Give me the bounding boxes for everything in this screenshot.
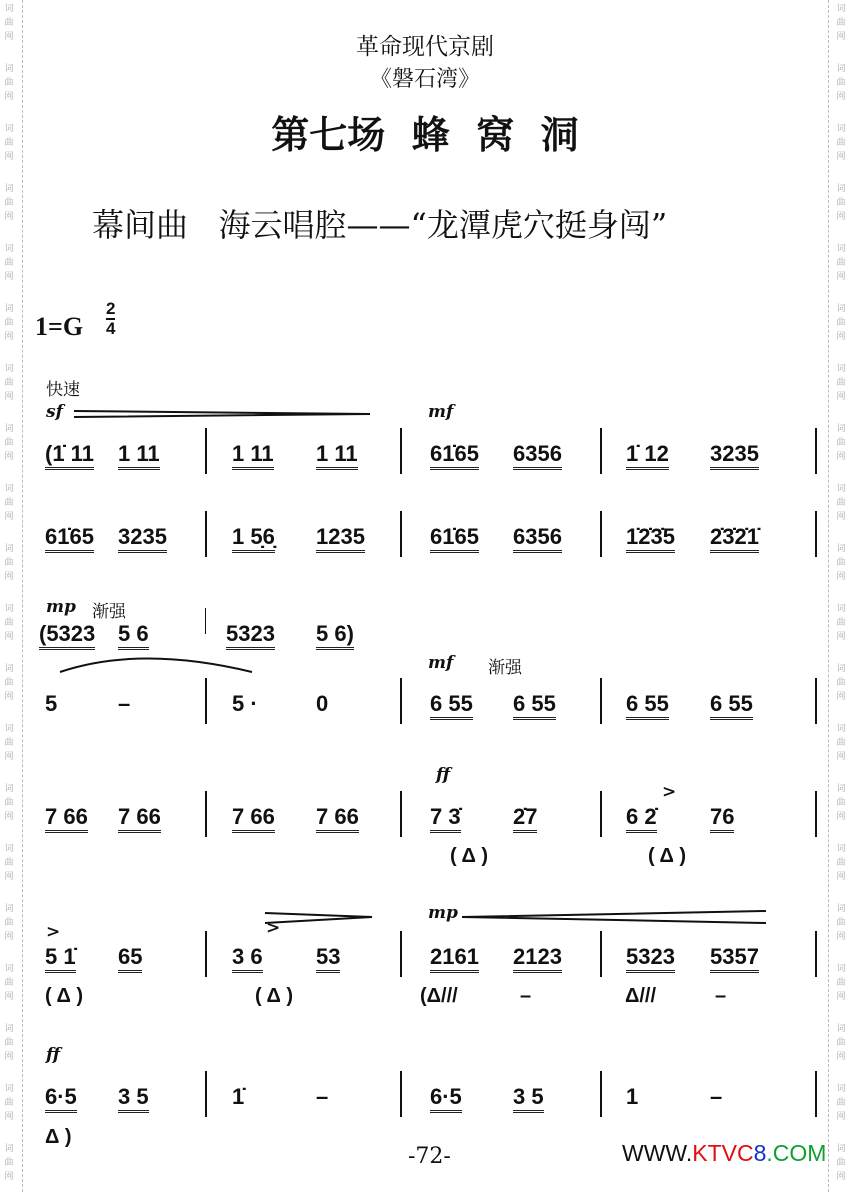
- note-group: 6 55: [513, 692, 556, 720]
- barline: [205, 1071, 207, 1117]
- note-group: 1235: [316, 525, 365, 553]
- barline: [600, 931, 602, 977]
- watermark-text: 词曲网: [836, 964, 846, 1002]
- note-group: 5 ·: [232, 691, 258, 716]
- watermark-text: 词曲网: [4, 304, 14, 342]
- barline: [205, 511, 207, 557]
- note-group: 7 66: [316, 805, 359, 833]
- watermark-text: 词曲网: [4, 184, 14, 222]
- note-group: 1̇2̇3̇5: [626, 525, 675, 553]
- percussion-mark: –: [520, 985, 532, 1007]
- barline: [600, 1071, 602, 1117]
- note-group: 3 5: [513, 1085, 544, 1113]
- site-logo: [622, 1140, 826, 1167]
- note-group: 1 11: [232, 442, 274, 470]
- right-margin-guide: [828, 0, 829, 1192]
- barline: [400, 931, 402, 977]
- barline: [400, 511, 402, 557]
- note-group: –: [316, 1084, 329, 1109]
- watermark-text: 词曲网: [4, 64, 14, 102]
- barline: [400, 678, 402, 724]
- logo-ktvc: KTVC: [692, 1140, 754, 1166]
- percussion-mark: ( Δ ): [255, 985, 294, 1007]
- note-group: 7 66: [45, 805, 88, 833]
- watermark-text: 词曲网: [836, 184, 846, 222]
- piece-subtitle: 幕间曲 海云唱腔——“龙潭虎穴挺身闯”: [92, 206, 668, 244]
- watermark-text: 词曲网: [836, 1024, 846, 1062]
- note-group: 6 55: [430, 692, 473, 720]
- expression-text: 渐强: [92, 602, 126, 622]
- note-group: 3235: [118, 525, 167, 553]
- percussion-mark: ( Δ ): [648, 845, 687, 867]
- watermark-text: 词曲网: [4, 724, 14, 762]
- time-sig-top: 2: [106, 299, 116, 318]
- barline: [815, 1071, 817, 1117]
- slur: [60, 659, 252, 673]
- note-group: 7 3̇: [430, 805, 461, 833]
- note-group: 2123: [513, 945, 562, 973]
- time-signature: [106, 300, 115, 338]
- note-group: 3 6: [232, 945, 263, 973]
- watermark-text: 词曲网: [4, 904, 14, 942]
- note-group: 61̇65: [430, 525, 479, 553]
- barline: [815, 791, 817, 837]
- expression-text: 快速: [46, 380, 80, 400]
- watermark-text: 词曲网: [836, 244, 846, 282]
- watermark-text: 词曲网: [836, 784, 846, 822]
- note-group: –: [710, 1084, 723, 1109]
- note-group: 6·5: [45, 1085, 77, 1113]
- dynamic-marking: mp: [428, 903, 458, 923]
- note-group: 2161: [430, 945, 479, 973]
- key-signature: 1=G: [35, 312, 84, 341]
- note-group: 7 66: [118, 805, 161, 833]
- note-group: 76: [710, 805, 734, 833]
- note-group: 5 6): [316, 622, 354, 650]
- note-group: 1: [626, 1084, 639, 1109]
- note-group: 5 1̇: [45, 945, 76, 973]
- barline: [205, 791, 207, 837]
- note-group: 5357: [710, 945, 759, 973]
- note-group: 2̇7: [513, 805, 537, 833]
- page-number: -72-: [408, 1144, 451, 1169]
- note-group: 65: [118, 945, 142, 973]
- barline: [205, 678, 207, 724]
- watermark-text: 词曲网: [4, 244, 14, 282]
- barline: [815, 428, 817, 474]
- barline: [815, 511, 817, 557]
- note-group: 0: [316, 691, 329, 716]
- crescendo-hairpin-1: [74, 411, 370, 417]
- watermark-text: 词曲网: [836, 424, 846, 462]
- note-group: 1 11: [118, 442, 160, 470]
- note-group: 5 6: [118, 622, 149, 650]
- note-group: 2̇3̇2̇1̇: [710, 525, 759, 553]
- watermark-text: 词曲网: [836, 484, 846, 522]
- barline: [400, 1071, 402, 1117]
- watermark-text: 词曲网: [836, 604, 846, 642]
- logo-com: .COM: [766, 1140, 827, 1166]
- watermark-text: 词曲网: [836, 844, 846, 882]
- dynamic-marking: sf: [46, 402, 63, 422]
- barline: [815, 931, 817, 977]
- dynamic-marking: mf: [428, 653, 454, 673]
- accent-mark: >: [662, 782, 677, 802]
- barline: [205, 428, 207, 474]
- note-group: 1̇: [232, 1084, 245, 1109]
- barline: [400, 428, 402, 474]
- dynamic-marking: ff: [436, 765, 451, 785]
- percussion-mark: (Δ///: [420, 985, 458, 1007]
- watermark-text: 词曲网: [4, 844, 14, 882]
- watermark-text: 词曲网: [836, 364, 846, 402]
- percussion-mark: Δ ): [45, 1126, 72, 1148]
- note-group: 5323: [226, 622, 275, 650]
- barline: [600, 428, 602, 474]
- watermark-text: 词曲网: [836, 664, 846, 702]
- watermark-text: 词曲网: [836, 4, 846, 42]
- watermark-text: 词曲网: [4, 424, 14, 462]
- watermark-text: 词曲网: [4, 124, 14, 162]
- note-group: 1 11: [316, 442, 358, 470]
- percussion-mark: ( Δ ): [450, 845, 489, 867]
- note-group: 6 55: [710, 692, 753, 720]
- opera-name: 《磐石湾》: [369, 67, 480, 92]
- barline: [205, 931, 207, 977]
- watermark-text: 词曲网: [4, 664, 14, 702]
- note-group: 3235: [710, 442, 759, 470]
- accent-mark: >: [46, 922, 61, 942]
- crescendo-hairpin-2: [462, 911, 766, 923]
- watermark-text: 词曲网: [4, 784, 14, 822]
- note-group: 3 5: [118, 1085, 149, 1113]
- note-group: 7 66: [232, 805, 275, 833]
- scene-title: 第七场 蜂 窝 洞: [271, 113, 579, 157]
- note-group: 53: [316, 945, 340, 973]
- logo-www: WWW.: [622, 1140, 693, 1166]
- watermark-text: 词曲网: [4, 364, 14, 402]
- dynamic-marking: ff: [46, 1045, 61, 1065]
- note-group: 6 2̇: [626, 805, 657, 833]
- watermark-text: 词曲网: [4, 484, 14, 522]
- watermark-text: 词曲网: [836, 544, 846, 582]
- watermark-text: 词曲网: [4, 544, 14, 582]
- barline: [205, 608, 206, 634]
- dynamic-marking: mp: [46, 597, 76, 617]
- note-group: 6·5: [430, 1085, 462, 1113]
- watermark-text: 词曲网: [4, 1084, 14, 1122]
- accent-mark: >: [266, 918, 281, 938]
- percussion-mark: Δ///: [625, 985, 657, 1007]
- barline: [600, 511, 602, 557]
- note-group: (1̇ 11: [45, 442, 94, 470]
- watermark-text: 词曲网: [836, 1144, 846, 1182]
- note-group: 1 5̣6̣: [232, 525, 275, 553]
- watermark-text: 词曲网: [4, 964, 14, 1002]
- note-group: 61̇65: [45, 525, 94, 553]
- watermark-text: 词曲网: [836, 304, 846, 342]
- note-group: 5323: [626, 945, 675, 973]
- note-group: (5323: [39, 622, 95, 650]
- percussion-mark: –: [715, 985, 727, 1007]
- watermark-text: 词曲网: [836, 904, 846, 942]
- note-group: 6356: [513, 442, 562, 470]
- watermark-text: 词曲网: [4, 1024, 14, 1062]
- barline: [600, 678, 602, 724]
- left-margin-guide: [22, 0, 23, 1192]
- opera-genre: 革命现代京剧: [356, 34, 494, 60]
- time-sig-bottom: 4: [106, 319, 116, 338]
- note-group: 1̇ 12: [626, 442, 669, 470]
- expression-text: 渐强: [488, 658, 522, 678]
- watermark-text: 词曲网: [4, 604, 14, 642]
- watermark-text: 词曲网: [836, 64, 846, 102]
- percussion-mark: ( Δ ): [45, 985, 84, 1007]
- note-group: 6356: [513, 525, 562, 553]
- barline: [400, 791, 402, 837]
- watermark-text: 词曲网: [836, 1084, 846, 1122]
- note-group: 61̇65: [430, 442, 479, 470]
- note-group: 5: [45, 691, 58, 716]
- note-group: –: [118, 691, 131, 716]
- watermark-text: 词曲网: [836, 724, 846, 762]
- note-group: 6 55: [626, 692, 669, 720]
- logo-8: 8: [753, 1140, 767, 1166]
- barline: [815, 678, 817, 724]
- watermark-text: 词曲网: [4, 4, 14, 42]
- dynamic-marking: mf: [428, 402, 454, 422]
- decrescendo-hairpin: [265, 913, 372, 923]
- barline: [600, 791, 602, 837]
- watermark-text: 词曲网: [4, 1144, 14, 1182]
- watermark-text: 词曲网: [836, 124, 846, 162]
